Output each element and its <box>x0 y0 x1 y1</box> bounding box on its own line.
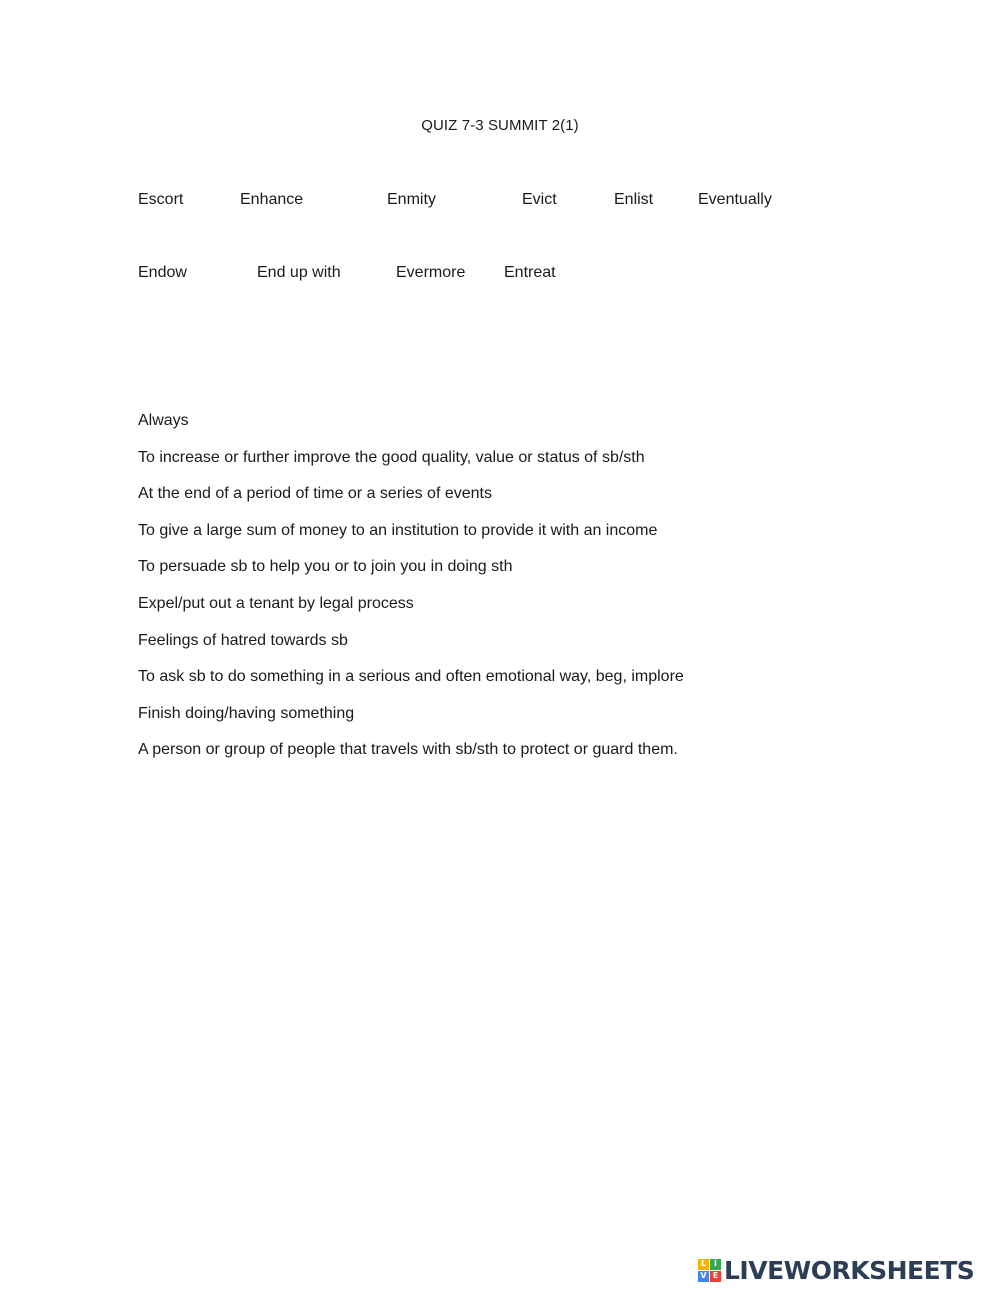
liveworksheets-logo <box>698 1256 974 1284</box>
definition-item: At the end of a period of time or a series of events <box>138 485 492 503</box>
definition-item: To ask sb to do something in a serious and often emotional way, beg, implore <box>138 668 684 686</box>
quiz-title: QUIZ 7-3 SUMMIT 2(1) <box>421 117 579 134</box>
logo-square: I <box>710 1259 721 1270</box>
word-bank-item: Escort <box>138 191 184 208</box>
word-bank-item: Evermore <box>396 264 466 281</box>
word-bank-item: Enlist <box>614 191 654 208</box>
word-bank-item: End up with <box>257 264 341 281</box>
logo-squares-icon <box>698 1259 721 1282</box>
word-bank-item: Enmity <box>387 191 436 208</box>
word-bank-item: Entreat <box>504 264 556 281</box>
definition-item: To give a large sum of money to an institution to provide it with an income <box>138 521 658 539</box>
definition-item: To persuade sb to help you or to join you in doing sth <box>138 558 513 576</box>
definition-item: Expel/put out a tenant by legal process <box>138 594 414 612</box>
definition-item: Finish doing/having something <box>138 704 355 722</box>
word-bank-item: Endow <box>138 264 187 281</box>
logo-square: L <box>698 1259 709 1270</box>
logo-square: E <box>710 1271 721 1282</box>
word-bank-item: Eventually <box>698 191 772 208</box>
definition-item: Feelings of hatred towards sb <box>138 631 348 649</box>
definition-item: A person or group of people that travels with sb/sth to protect or guard them. <box>138 741 678 759</box>
definition-item: To increase or further improve the good quality, value or status of sb/sth <box>138 448 645 466</box>
logo-square: V <box>698 1271 709 1282</box>
word-bank-item: Enhance <box>240 191 304 208</box>
logo-text: LIVEWORKSHEETS <box>724 1255 975 1285</box>
word-bank-item: Evict <box>522 191 557 208</box>
definitions-list <box>138 411 898 777</box>
definition-item: Always <box>138 412 189 429</box>
